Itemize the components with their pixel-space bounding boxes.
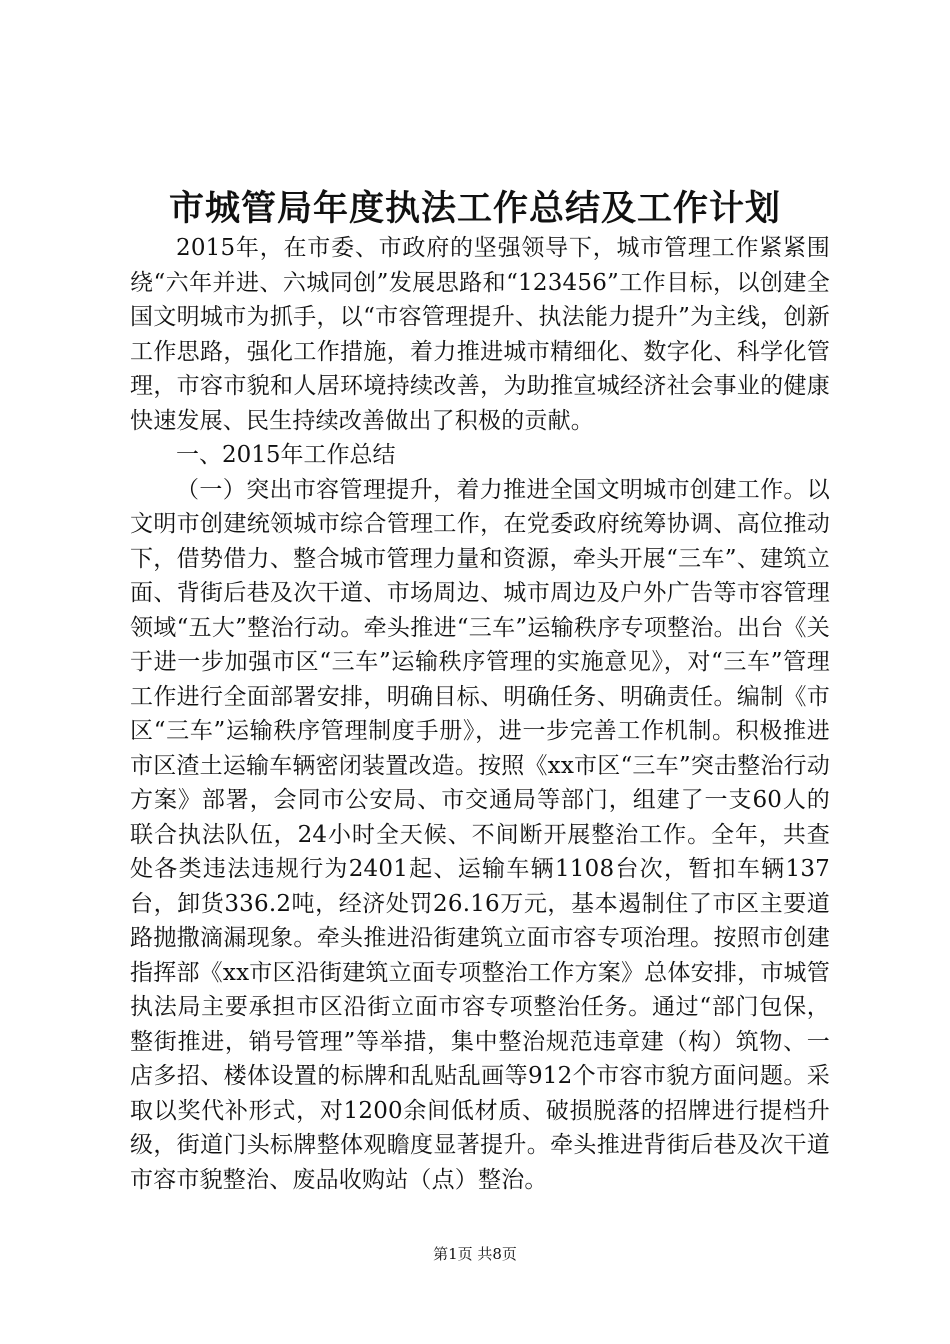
- document-body: [130, 231, 830, 1197]
- page-title: 市城管局年度执法工作总结及工作计划: [168, 188, 781, 229]
- section-heading: 一、2015年工作总结: [176, 442, 396, 468]
- page-footer: 第1页 共8页: [433, 1245, 517, 1263]
- section-paragraph: （一）突出市容管理提升，着力推进全国文明城市创建工作。以文明市创建统领城市综合管理工作，在党委政府统筹协调、高位推动下，借势借力、整合城市管理力量和资源，牵头开展“三车”、建筑立面、背街后巷及次干道、市场周边、城市周边及户外广告等市容管理领域“五大”整治行动。牵头推进“三车”运输秩序专项整治。出台《关于进一步加强市区“三车”运输秩序管理的实施意见》，对“三车”管理工作进行全面部署安排，明确目标、明确任务、明确责任。编制《市区“三车”运输秩序管理制度手册》，进一步完善工作机制。积极推进市区渣土运输车辆密闭装置改造。按照《xx市区“三车”突击整治行动方案》部署，会同市公安局、市交通局等部门，组建了一支60人的联合执法队伍，24小时全天候、不间断开展整治工作。全年，共查处各类违法违规行为2401起、运输车辆1108台次，暂扣车辆137台，卸货336.2吨，经济处罚26.16万元，基本遏制住了市区主要道路抛撒滴漏现象。牵头推进沿街建筑立面市容专项治理。按照市创建指挥部《xx市区沿街建筑立面专项整治工作方案》总体安排，市城管执法局主要承担市区沿街立面市容专项整治任务。通过“部门包保，整街推进，销号管理”等举措，集中整治规范违章建（构）筑物、一店多招、楼体设置的标牌和乱贴乱画等912个市容市貌方面问题。采取以奖代补形式，对1200余间低材质、破损脱落的招牌进行提档升级，街道门头标牌整体观瞻度显著提升。牵头推进背街后巷及次干道市容市貌整治、废品收购站（点）整治。: [130, 476, 830, 1193]
- intro-paragraph: 2015年，在市委、市政府的坚强领导下，城市管理工作紧紧围绕“六年并进、六城同创”发展思路和“123456”工作目标，以创建全国文明城市为抓手，以“市容管理提升、执法能力提升”为主线，创新工作思路，强化工作措施，着力推进城市精细化、数字化、科学化管理，市容市貌和人居环境持续改善，为助推宣城经济社会事业的健康快速发展、民生持续改善做出了积极的贡献。: [130, 235, 830, 434]
